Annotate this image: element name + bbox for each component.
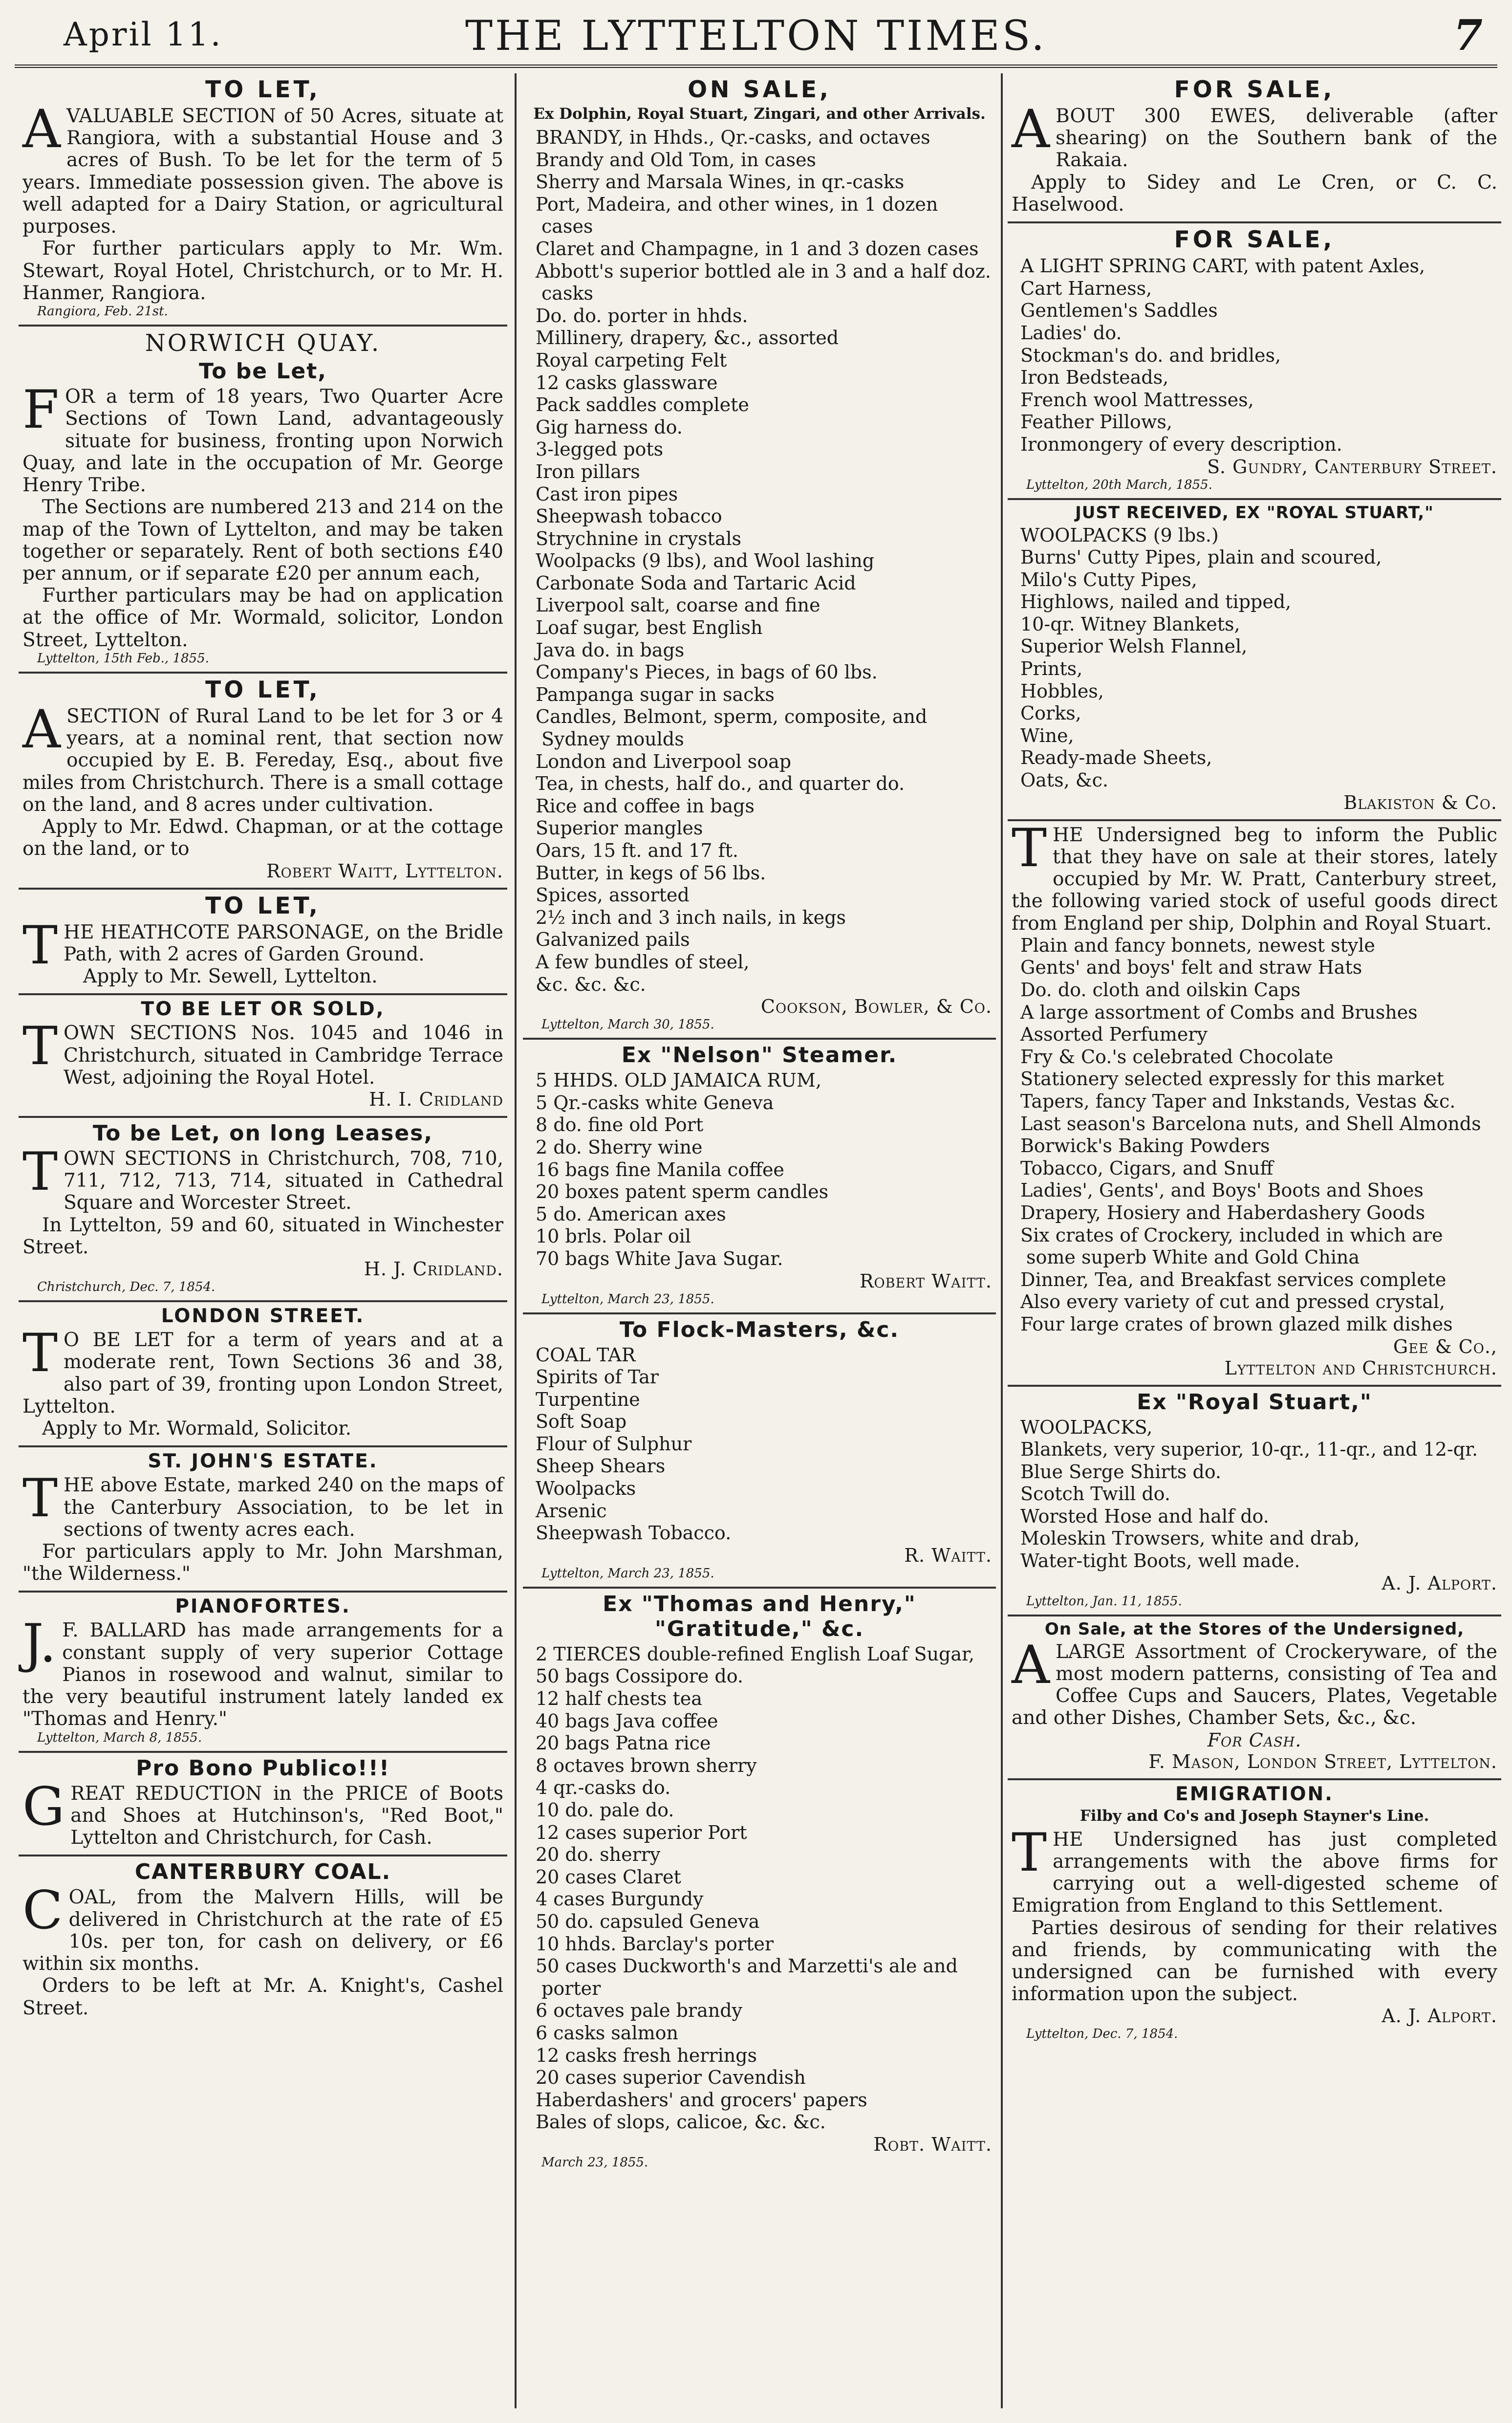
ad-flock-masters [523,1314,996,1589]
ad-date: Lyttelton, Jan. 11, 1855. [1026,1594,1182,1609]
list-item: 4 qr.-casks do. [536,1777,671,1799]
ad-body: TO BE LET for a term of years and at a moderate rent, Town Sections 36 and 38, also part of 39, fronting upon London Street, Lyttelton. [22,1323,503,1418]
list-item: Oars, 15 ft. and 17 ft. [536,840,738,861]
list-item: Turpentine [536,1388,640,1410]
list-item: Iron Bedsteads, [1020,367,1169,389]
list-item: Brandy and Old Tom, in cases [536,149,816,171]
list-item: BRANDY, in Hhds., Qr.-casks, and octaves [536,127,930,148]
list-item: 2 do. Sherry wine [536,1136,703,1158]
list-item: Woolpacks [536,1478,636,1500]
column-rule [515,73,517,2408]
ad-long-leases [19,1118,507,1302]
list-item: Gents' and boys' felt and straw Hats [1020,957,1362,979]
ad-heading: ST. JOHN'S ESTATE. [148,1450,378,1473]
list-item: Corks, [1020,702,1081,724]
ad-signature: A. J. Alport. [1382,1572,1497,1594]
list-item: &c. &c. &c. [536,973,646,995]
list-item: 6 octaves pale brandy [536,2000,742,2022]
list-item: Sheepwash tobacco [536,505,722,527]
ad-date: Lyttelton, March 8, 1855. [37,1730,202,1745]
ad-heading: FOR SALE, [1174,226,1335,254]
item-list [1012,524,1497,792]
list-item: Prints, [1020,658,1083,680]
list-item: 10 hhds. Barclay's porter [536,1933,774,1955]
ad-signature: Cookson, Bowler, & Co. [760,996,992,1018]
list-item: Soft Soap [536,1411,627,1433]
list-item: Ladies', Gents', and Boys' Boots and Shoes [1020,1179,1424,1201]
ad-date: Lyttelton, 20th March, 1855. [1026,477,1212,492]
list-item: 5 HHDS. OLD JAMAICA RUM, [536,1070,822,1091]
list-item: A LIGHT SPRING CART, with patent Axles, [1020,255,1426,277]
list-item: Burns' Cutty Pipes, plain and scoured, [1020,546,1382,568]
ad-heading: PIANOFORTES. [175,1595,351,1618]
ad-heading: TO LET, [205,76,321,103]
list-item: 8 do. fine old Port [536,1114,704,1136]
list-item: 4 cases Burgundy [536,1888,704,1910]
list-item: 12 half chests tea [536,1688,702,1710]
ad-body: TOWN SECTIONS Nos. 1045 and 1046 in Christchurch, situated in Cambridge Terrace West, adjoining the Royal Hotel. [22,1016,503,1089]
ad-signature: H. J. Cridland. [364,1258,503,1280]
list-item: Assorted Perfumery [1020,1024,1208,1046]
ad-heading: Ex "Nelson" Steamer. [621,1043,898,1068]
ad-emigration [1008,1780,1501,2048]
list-item: Flour of Sulphur [536,1433,692,1455]
ad-apply: Apply to Sidey and Le Cren, or C. C. Haselwood. [1012,171,1497,216]
item-list [1012,1417,1497,1572]
list-item: 6 casks salmon [536,2022,678,2044]
list-item: Port, Madeira, and other wines, in 1 dozen cases [536,193,938,238]
list-item: Fry & Co.'s celebrated Chocolate [1020,1046,1334,1068]
list-item: Gig harness do. [536,416,683,438]
list-item: A large assortment of Combs and Brushes [1020,1001,1418,1023]
list-item: 20 cases superior Cavendish [536,2067,806,2089]
list-item: Stationery selected expressly for this market [1020,1068,1444,1090]
ad-heading: NORWICH QUAY. [145,329,381,357]
ad-subheading: Filby and Co's and Joseph Stayner's Line. [1080,1807,1429,1825]
list-item: Superior mangles [536,817,703,839]
list-item: 50 do. capsuled Geneva [536,1910,760,1932]
list-item: Royal carpeting Felt [536,349,727,371]
ad-date: Christchurch, Dec. 7, 1854. [37,1280,216,1295]
ad-body: Orders to be left at Mr. A. Knight's, Cashel Street. [22,1975,503,2019]
list-item: Loaf sugar, best English [536,617,763,639]
list-item: 2½ inch and 3 inch nails, in kegs [536,906,846,928]
ad-body: Parties desirous of sending for their relatives and friends, by communicating with the undersigned can be furnished with every information upon the subject. [1012,1917,1497,2006]
ad-heading: Pro Bono Publico!!! [136,1755,390,1781]
column-rule [1001,73,1003,2408]
list-item: Sheepwash Tobacco. [536,1522,732,1544]
ad-body: FOR a term of 18 years, Two Quarter Acre Sections of Town Land, advantageously situate for business, fronting upon Norwich Quay, and late in the occupation of Mr. George Henry Tribe. [22,379,503,497]
list-item: Sheep Shears [536,1455,666,1477]
list-item: Cart Harness, [1020,277,1152,299]
ad-date: Rangiora, Feb. 21st. [37,304,168,319]
list-item: Cast iron pipes [536,483,678,505]
list-item: Carbonate Soda and Tartaric Acid [536,572,856,594]
list-item: Dinner, Tea, and Breakfast services complete [1020,1268,1447,1290]
column-left [19,73,507,2411]
list-item: Butter, in kegs of 56 lbs. [536,862,766,884]
ad-signature: Robert Waitt, Lyttelton. [266,860,503,882]
column-right [1008,73,1501,2411]
ad-signature: S. Gundry, Canterbury Street. [1207,456,1497,478]
list-item: Four large crates of brown glazed milk dishes [1020,1313,1453,1335]
list-item: 5 do. American axes [536,1203,726,1225]
list-item: Sherry and Marsala Wines, in qr.-casks [536,171,905,193]
list-item: 12 casks fresh herrings [536,2044,757,2066]
list-item: WOOLPACKS, [1020,1416,1153,1438]
list-item: Also every variety of cut and pressed crystal, [1020,1291,1446,1313]
ad-on-sale [523,73,996,1040]
list-item: 2 TIERCES double-refined English Loaf Sugar, [536,1643,975,1665]
ad-apply: For further particulars apply to Mr. Wm. Stewart, Royal Hotel, Christchurch, or to Mr. H. Hanmer, Rangiora. [22,238,503,304]
list-item: Candles, Belmont, sperm, composite, and Sydney moulds [536,706,928,750]
ad-heading: On Sale, at the Stores of the Undersigned, [1044,1619,1465,1639]
ad-heading: Ex "Thomas and Henry," "Gratitude," &c. [603,1591,916,1641]
list-item: Highlows, nailed and tipped, [1020,591,1292,613]
ad-nelson-steamer [523,1040,996,1314]
item-list [1012,935,1497,1336]
ad-date: Lyttelton, March 30, 1855. [541,1017,714,1032]
list-item: 5 Qr.-casks white Geneva [536,1091,774,1113]
item-list [527,1070,992,1270]
ad-heading: Ex "Royal Stuart," [1137,1389,1372,1415]
ad-body: J.F. BALLARD has made arrangements for a constant supply of very superior Cottage Pianos in rosewood and walnut, similar to the very beautiful instrument lately landed ex "Thomas and Henry." [22,1613,503,1730]
list-item: 20 cases Claret [536,1866,681,1888]
item-list [527,127,992,996]
ad-london-street [19,1302,507,1447]
list-item: 50 cases Duckworth's and Marzetti's ale and porter [536,1955,958,1999]
list-item: 10 brls. Polar oil [536,1225,691,1247]
list-item: 20 do. sherry [536,1844,661,1866]
list-item: Borwick's Baking Powders [1020,1135,1270,1157]
list-item: Tapers, fancy Taper and Inkstands, Vestas &c. [1020,1090,1456,1112]
ad-heading: CANTERBURY COAL. [134,1859,391,1885]
ad-pianofortes [19,1593,507,1752]
list-item: Ladies' do. [1020,322,1122,344]
ad-thomas-henry [523,1589,996,2176]
ad-signature: F. Mason, London Street, Lyttelton. [1148,1750,1497,1772]
list-item: 50 bags Cossipore do. [536,1665,743,1687]
ad-canterbury-coal [19,1856,507,2025]
ad-heading: TO LET, [205,676,321,703]
list-item: 8 octaves brown sherry [536,1754,757,1776]
ad-subheading: To be Let, [199,359,327,384]
list-item: Company's Pieces, in bags of 60 lbs. [536,661,878,683]
ad-heathcote [19,890,507,996]
list-item: Feather Pillows, [1020,411,1172,433]
list-item: Blankets, very superior, 10-qr., 11-qr., and 12-qr. [1020,1439,1478,1461]
list-item: Milo's Cutty Pipes, [1020,568,1197,590]
list-item: 10 do. pale do. [536,1799,674,1821]
ad-body: THE above Estate, marked 240 on the maps of the Canterbury Association, to be let in sections of twenty acres each. [22,1468,503,1541]
list-item: Six crates of Crockery, included in which are some superb White and Gold China [1020,1224,1443,1268]
ad-signature: R. Waitt. [904,1544,992,1566]
ad-royal-stuart-woolpacks [1008,500,1501,821]
ad-body: GREAT REDUCTION in the PRICE of Boots and Shoes at Hutchinson's, "Red Boot," Lyttelton and Christchurch, for Cash. [22,1776,503,1849]
list-item: Last season's Barcelona nuts, and Shell Almonds [1020,1113,1481,1135]
ad-body: THE Undersigned beg to inform the Public that they have on sale at their stores, lately occupied by Mr. W. Pratt, Canterbury street, the following varied stock of useful goods direct from England per ship, Dolphin and Royal Stuart. [1012,817,1497,935]
ad-signature-place: Lyttelton and Christchurch. [1224,1357,1497,1379]
list-item: COAL TAR [536,1344,636,1366]
ad-royal-stuart-blankets [1008,1387,1501,1616]
ad-gee-co [1008,817,1501,1387]
list-item: Galvanized pails [536,929,690,951]
page-number: 7 [1453,11,1483,60]
item-list [527,1344,992,1545]
list-item: 3-legged pots [536,438,664,460]
list-item: Strychnine in crystals [536,527,742,549]
ad-apply: Apply to Mr. Sewell, Lyttelton. [83,965,378,988]
list-item: Ready-made Sheets, [1020,747,1212,769]
ad-date: Lyttelton, March 23, 1855. [541,1291,714,1307]
ad-heading: EMIGRATION. [1175,1783,1334,1805]
list-item: Scotch Twill do. [1020,1483,1170,1505]
ad-town-sections [19,995,507,1118]
masthead [15,7,1497,68]
ad-date: Lyttelton, 15th Feb., 1855. [37,651,209,666]
ad-signature: Robert Waitt. [859,1270,992,1292]
ad-signature: Gee & Co., [1393,1335,1497,1357]
list-item: Hobbles, [1020,680,1104,702]
list-item: Drapery, Hosiery and Haberdashery Goods [1020,1201,1426,1223]
ad-signature: Blakiston & Co. [1343,791,1497,813]
item-list [1012,255,1497,456]
list-item: French wool Mattresses, [1020,389,1254,411]
list-item: Tobacco, Cigars, and Snuff [1020,1157,1274,1179]
list-item: Woolpacks (9 lbs), and Wool lashing [536,550,875,572]
list-item: Iron pillars [536,460,640,482]
ad-crockery [1008,1616,1501,1780]
ad-body: ABOUT 300 EWES, deliverable (after shearing) on the Southern bank of the Rakaia. [1012,99,1497,172]
ad-body: ASECTION of Rural Land to be let for 3 or 4 years, at a nominal rent, that section now occupied by E. B. Fereday, Esq., about five miles from Christchurch. There is a small cottage on the land, and 8 acres under cultivation. [22,699,503,816]
list-item: Spirits of Tar [536,1366,659,1388]
ad-st-johns [19,1447,507,1593]
list-item: Java do. in bags [536,639,685,661]
ad-signature: H. I. Cridland [369,1088,503,1110]
ad-date: Lyttelton, Dec. 7, 1854. [1026,2027,1178,2042]
list-item: Claret and Champagne, in 1 and 3 dozen cases [536,238,979,260]
list-item: A few bundles of steel, [536,951,750,973]
list-item: WOOLPACKS (9 lbs.) [1020,524,1219,546]
list-item: Stockman's do. and bridles, [1020,344,1281,366]
ad-apply: Apply to Mr. Edwd. Chapman, or at the cottage on the land, or to [22,816,503,860]
list-item: Rice and coffee in bags [536,795,755,817]
list-item: London and Liverpool soap [536,750,792,772]
list-item: Spices, assorted [536,884,690,906]
list-item: Arsenic [536,1500,607,1522]
ad-body: AVALUABLE SECTION of 50 Acres, situate at Rangiora, with a substantial House and 3 acres of Bush. To be let for the term of 5 years. Immediate possession given. The above is well adapted for a Dairy Station, or agricultural purposes. [22,99,503,238]
list-item: Moleskin Trowsers, white and drab, [1020,1528,1360,1550]
list-item: 40 bags Java coffee [536,1710,718,1732]
ad-apply: For particulars apply to Mr. John Marshman, "the Wilderness." [22,1541,503,1585]
ad-terms: For Cash. [1207,1729,1302,1751]
list-item: Bales of slops, calicoe, &c. &c. [536,2111,826,2133]
list-item: Superior Welsh Flannel, [1020,635,1248,657]
ad-signature: Robt. Waitt. [873,2133,992,2155]
column-middle [523,73,996,2411]
list-item: Do. do. cloth and oilskin Caps [1020,979,1301,1001]
list-item: Pampanga sugar in sacks [536,683,775,705]
ad-subheading: Ex Dolphin, Royal Stuart, Zingari, and other Arrivals. [533,105,986,123]
ad-heading: To Flock-Masters, &c. [619,1317,900,1342]
list-item: Abbott's superior bottled ale in 3 and a half doz. casks [536,260,991,305]
ad-heading: JUST RECEIVED, EX "ROYAL STUART," [1075,502,1434,523]
list-item: 20 boxes patent sperm candles [536,1181,829,1203]
list-item: Tea, in chests, half do., and quarter do. [536,773,905,795]
list-item: 70 bags White Java Sugar. [536,1247,783,1269]
ad-heading: ON SALE, [688,76,831,103]
ad-date: March 23, 1855. [541,2155,648,2170]
ad-spring-cart [1008,223,1501,500]
list-item: Ironmongery of every description. [1020,433,1342,455]
ad-rangiora [19,73,507,327]
ad-body: The Sections are numbered 213 and 214 on the map of the Town of Lyttelton, and may be taken together or separately. Rent of both sections £40 per annum, or if separate £20 per annum each, [22,496,503,585]
ad-body: In Lyttelton, 59 and 60, situated in Winchester Street. [22,1214,503,1258]
newspaper-title: THE LYTTELTON TIMES. [465,12,1047,60]
ad-ewes [1008,73,1501,223]
ad-rural-land [19,674,507,890]
list-item: Haberdashers' and grocers' papers [536,2089,867,2111]
list-item: Pack saddles complete [536,394,749,416]
ad-body: Further particulars may be had on application at the office of Mr. Wormald, solicitor, London Street, Lyttelton. [22,585,503,651]
ad-pro-bono [19,1753,507,1857]
item-list [527,1643,992,2134]
list-item: 12 casks glassware [536,371,718,393]
list-item: 10-qr. Witney Blankets, [1020,613,1240,635]
list-item: Wine, [1020,724,1074,746]
list-item: Blue Serge Shirts do. [1020,1461,1221,1483]
issue-date: April 11. [64,16,223,53]
list-item: Oats, &c. [1020,769,1108,791]
list-item: Gentlemen's Saddles [1020,300,1218,322]
list-item: 12 cases superior Port [536,1821,747,1843]
ad-signature: A. J. Alport. [1382,2005,1497,2027]
ad-heading: TO LET, [205,892,321,919]
ad-body: THE Undersigned has just completed arrangements with the above firms for carrying out a well-digested scheme of Emigration from England to this Settlement. [1012,1822,1497,1917]
ad-norwich-quay [19,327,507,674]
list-item: Liverpool salt, coarse and fine [536,594,821,616]
list-item: 16 bags fine Manila coffee [536,1158,784,1180]
list-item: Millinery, drapery, &c., assorted [536,327,839,349]
list-item: Water-tight Boots, well made. [1020,1550,1300,1572]
ad-body: ALARGE Assortment of Crockeryware, of the most modern patterns, consisting of Tea and Coffee Cups and Saucers, Plates, Vegetable and other Dishes, Chamber Sets, &c., &c. [1012,1634,1497,1729]
list-item: Do. do. porter in hhds. [536,305,748,327]
ad-date: Lyttelton, March 23, 1855. [541,1566,714,1581]
list-item: Plain and fancy bonnets, newest style [1020,934,1375,956]
list-item: Worsted Hose and half do. [1020,1505,1269,1527]
ad-heading: TO BE LET OR SOLD, [141,998,385,1021]
ad-apply: Apply to Mr. Wormald, Solicitor. [42,1418,352,1440]
ad-body: TOWN SECTIONS in Christchurch, 708, 710, 711, 712, 713, 714, situated in Cathedral Square and Worcester Street. [22,1141,503,1214]
ad-body: COAL, from the Malvern Hills, will be delivered in Christchurch at the rate of £5 10s. per ton, for cash on delivery, or £6 within six months. [22,1880,503,1975]
ad-heading: LONDON STREET. [161,1305,365,1328]
list-item: 20 bags Patna rice [536,1732,711,1754]
ad-body: THE HEATHCOTE PARSONAGE, on the Bridle Path, with 2 acres of Garden Ground. [22,915,503,976]
ad-heading: To be Let, on long Leases, [92,1120,433,1146]
ad-heading: FOR SALE, [1174,76,1335,103]
